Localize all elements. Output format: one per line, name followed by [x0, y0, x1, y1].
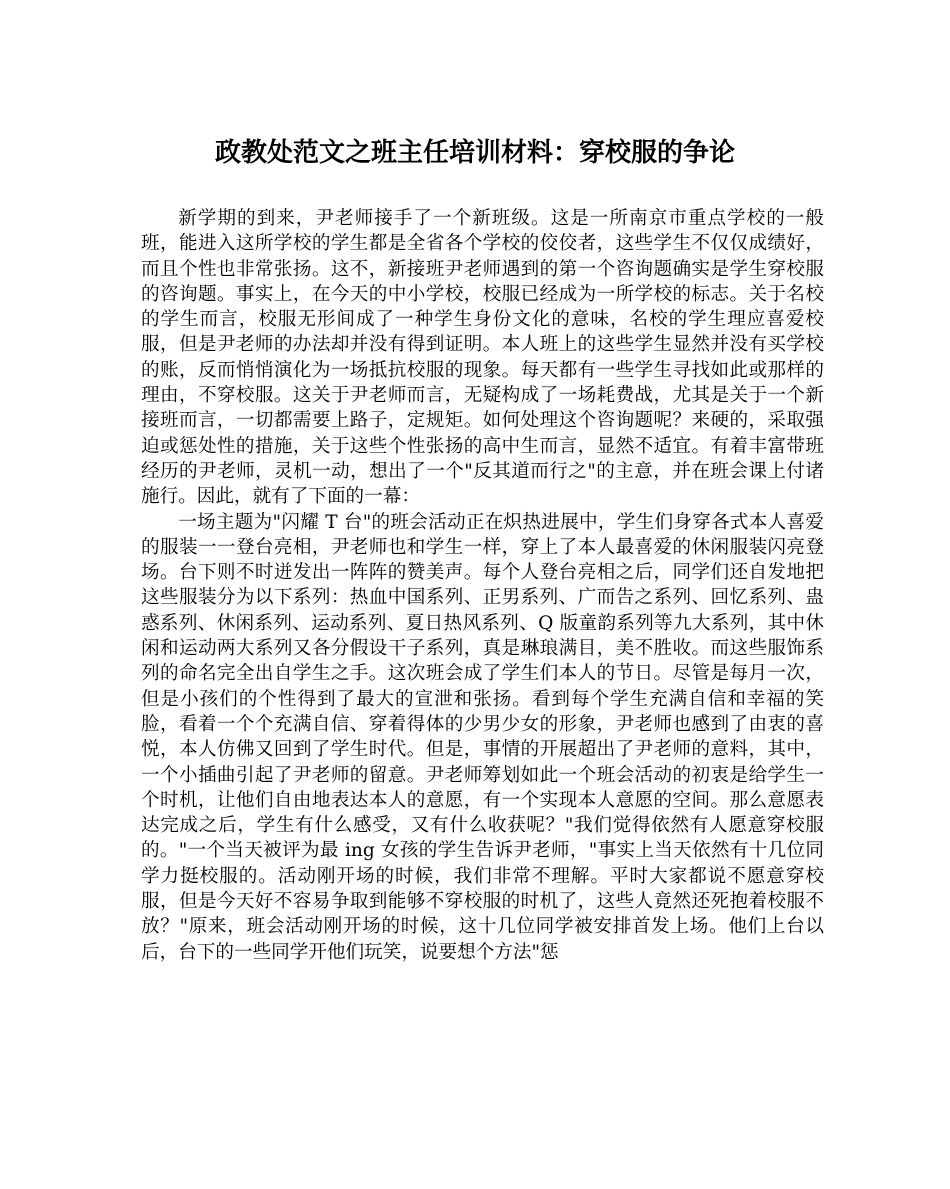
paragraph-2: 一场主题为"闪耀 T 台"的班会活动正在炽热进展中，学生们身穿各式本人喜爱的服装一一登台亮相，尹老师也和学生一样，穿上了本人最喜爱的休闲服装闪亮登场。台下则不时迸发出一阵阵的赞美声。每个人登台亮相之后，同学们还自发地把这些服装分为以下系列：热血中国系列、正男系列、广而告之系列、回忆系列、蛊惑系列、休闲系列、运动系列、夏日热风系列、Q 版童韵系列等九大系列，其中休闲和运动两大系列又各分假设干子系列，真是琳琅满目，美不胜收。而这些服饰系列的命名完全出自学生之手。这次班会成了学生们本人的节日。尽管是每月一次，但是小孩们的个性得到了最大的宣泄和张扬。看到每个学生充满自信和幸福的笑脸，看着一个个充满自信、穿着得体的少男少女的形象，尹老师也感到了由衷的喜悦，本人仿佛又回到了学生时代。但是，事情的开展超出了尹老师的意料，其中，一个小插曲引起了尹老师的留意。尹老师筹划如此一个班会活动的初衷是给学生一个时机，让他们自由地表达本人的意愿，有一个实现本人意愿的空间。那么意愿表达完成之后，学生有什么感受，又有什么收获呢？"我们觉得依然有人愿意穿校服的。"一个当天被评为最 ing 女孩的学生告诉尹老师，"事实上当天依然有十几位同学力挺校服的。活动刚开场的时候，我们非常不理解。平时大家都说不愿意穿校服，但是今天好不容易争取到能够不穿校服的时机了，这些人竟然还死抱着校服不放？"原来，班会活动刚开场的时候，这十几位同学被安排首发上场。他们上台以后，台下的一些同学开他们玩笑，说要想个方法"惩 — [141, 511, 824, 963]
document-title: 政教处范文之班主任培训材料：穿校服的争论 — [214, 138, 735, 168]
paragraph-1: 新学期的到来，尹老师接手了一个新班级。这是一所南京市重点学校的一般班，能进入这所学校的学生都是全省各个学校的佼佼者，这些学生不仅仅成绩好，而且个性也非常张扬。这不，新接班尹老师遇到的第一个咨询题确实是学生穿校服的咨询题。事实上，在今天的中小学校，校服已经成为一所学校的标志。关于名校的学生而言，校服无形间成了一种学生身份文化的意味，名校的学生理应喜爱校服，但是尹老师的办法却并没有得到证明。本人班上的这些学生显然并没有买学校的账，反而悄悄演化为一场抵抗校服的现象。每天都有一些学生寻找如此或那样的理由，不穿校服。这关于尹老师而言，无疑构成了一场耗费战，尤其是关于一个新接班而言，一切都需要上路子，定规矩。如何处理这个咨询题呢？来硬的，采取强迫或惩处性的措施，关于这些个性张扬的高中生而言，显然不适宜。有着丰富带班经历的尹老师，灵机一动，想出了一个"反其道而行之"的主意，并在班会课上付诸施行。因此，就有了下面的一幕： — [141, 208, 824, 508]
document-body — [141, 206, 824, 965]
